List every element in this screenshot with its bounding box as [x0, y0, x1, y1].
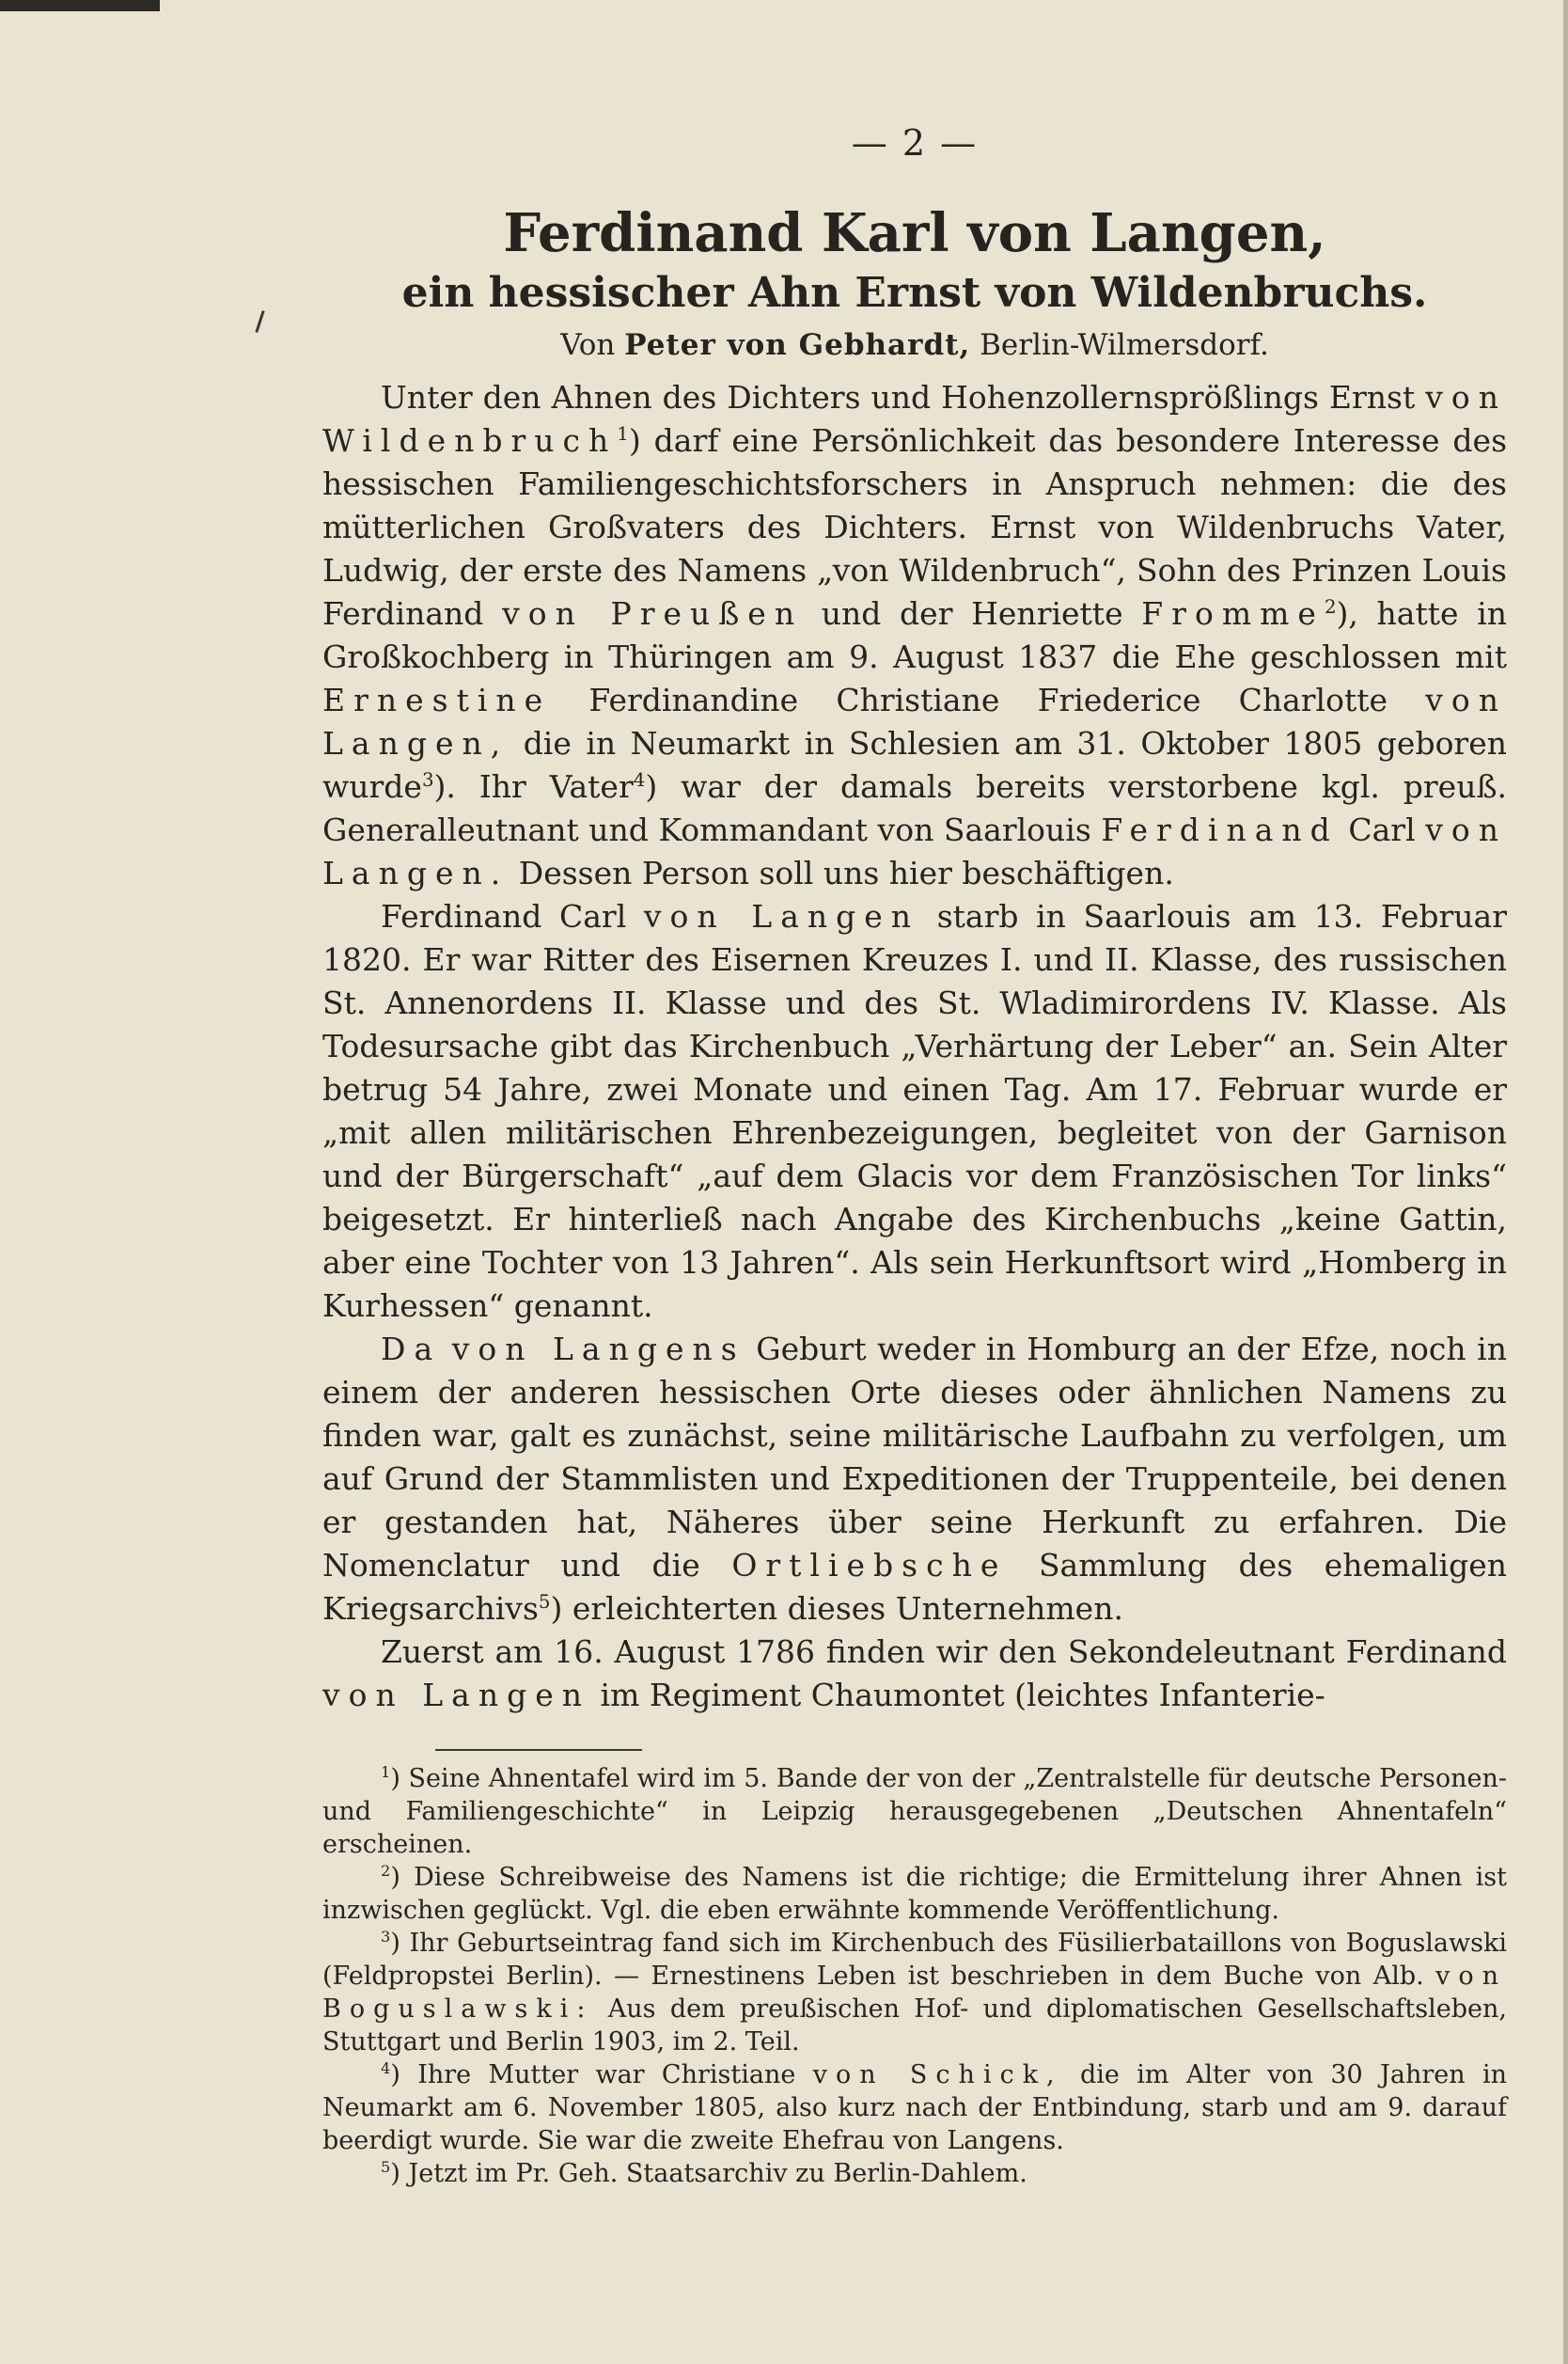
text-span: Dessen Person soll uns hier beschäftigen. — [518, 855, 1174, 891]
text-span: Ferdinand Carl — [381, 898, 627, 935]
footnote-text: ) Diese Schreibweise des Namens ist die richtige; die Ermittelung ihrer Ahnen ist inzwischen geglückt. Vgl. die eben erwähnte kommende Veröffentlichung. — [322, 1863, 1507, 1925]
footnote-mark: 2 — [381, 1862, 391, 1880]
footnote-text: ) Jetzt im Pr. Geh. Staatsarchiv zu Berlin-Dahlem. — [390, 2159, 1027, 2188]
paragraph-3 — [322, 1328, 1507, 1631]
text-span: Geburt weder in Homburg an der Efze, noch in einem der anderen hessischen Orte dieses oder ähnlichen Namens zu finden war, galt es zunächst, seine militärische Laufbahn zu verfolgen, um auf Grund der Stammlisten und Expeditionen der Truppenteile, bei denen er gestanden hat, Näheres über seine Herkunft zu erfahren. Die Nomenclatur und die — [322, 1331, 1507, 1584]
footnote-3 — [322, 1927, 1507, 2058]
footnote-mark: 5 — [381, 2158, 391, 2176]
footnote-4 — [322, 2058, 1507, 2157]
spaced-name: von Langen. — [322, 812, 1507, 891]
article-subtitle: ein hessischer Ahn Ernst von Wildenbruchs. — [401, 269, 1428, 317]
text-span: Ferdinandine Christiane Friederice Charlotte — [588, 682, 1388, 718]
scan-edge-top — [0, 0, 160, 11]
spaced-name: Ferdinand — [1101, 812, 1339, 848]
footnote-ref: 4 — [633, 769, 646, 791]
footnote-text: die im Alter von 30 Jahren in Neumarkt am 6. November 1805, also kurz nach der Entbindung, starb und am 9. darauf beerdigt wurde. Sie war die zweite Ehefrau von Langens. — [322, 2060, 1507, 2155]
footnote-text: ) Ihr Geburtseintrag fand sich im Kirchenbuch des Füsilierbataillons von Boguslawski (Feldpropstei Berlin). — Ernestinens Leben ist beschrieben in dem Buche von Alb. — [322, 1929, 1507, 1991]
footnote-1 — [322, 1762, 1507, 1861]
footnote-ref: 1 — [617, 423, 629, 445]
text-span: Zuerst am 16. August 1786 finden wir den Sekondeleutnant Ferdinand — [381, 1633, 1507, 1670]
spaced-name: von Wildenbruch — [322, 379, 1508, 459]
footnote-ref: 3 — [421, 769, 434, 791]
text-span: ) war der damals bereits verstorbene kgl. preuß. Generalleutnant und Kommandant von Saarlouis — [322, 768, 1507, 848]
text-span: die in Neumarkt in Schlesien am 31. Oktober 1805 geboren wurde — [322, 725, 1507, 805]
page-number: — 2 — — [851, 122, 979, 164]
footnote-mark: 4 — [381, 2059, 391, 2077]
footnote-mark: 1 — [381, 1763, 391, 1781]
text-span: und der Henriette — [821, 595, 1123, 632]
stray-pen-mark — [255, 310, 264, 333]
text-span: ). Ihr Vater — [433, 768, 634, 805]
paragraph-2 — [322, 895, 1507, 1328]
author-place: Berlin-Wilmersdorf. — [980, 328, 1269, 362]
footnote-ref: 2 — [1324, 596, 1337, 618]
text-span: ) erleichterten dieses Unternehmen. — [550, 1590, 1123, 1627]
article-title: Ferdinand Karl von Langen, — [503, 202, 1326, 264]
page-content — [322, 122, 1507, 2190]
spaced-name: von Boguslawski: — [322, 1962, 1508, 2024]
author-name: Peter von Gebhardt, — [624, 328, 971, 362]
text-span: ), hatte in Großkochberg in Thüringen am 9. August 1837 die Ehe geschlossen mit — [322, 595, 1508, 675]
paragraph-4 — [322, 1631, 1507, 1717]
article-body — [322, 376, 1507, 1717]
author-prefix: Von — [560, 328, 616, 362]
footnote-rule — [435, 1749, 642, 1751]
spaced-name: Ernestine — [322, 682, 552, 718]
spaced-name: von Langen — [322, 1677, 591, 1713]
spaced-name: von Langens — [451, 1331, 745, 1367]
footnote-5 — [322, 2157, 1507, 2190]
spaced-name: Fromme — [1141, 595, 1325, 632]
footnotes — [322, 1762, 1507, 2190]
footnote-text: ) Ihre Mutter war Christiane — [390, 2060, 796, 2089]
text-span: im Regiment Chaumontet (leichtes Infanterie- — [600, 1677, 1325, 1713]
author-line — [322, 322, 1507, 369]
paragraph-1 — [322, 376, 1507, 895]
footnote-2 — [322, 1861, 1507, 1927]
footnote-mark: 3 — [381, 1928, 391, 1946]
text-span: Sammlung des ehemaligen Kriegsarchivs — [322, 1547, 1507, 1627]
spaced-name: Da — [381, 1331, 442, 1367]
text-span: Carl — [1348, 812, 1416, 848]
text-span: starb in Saarlouis am 13. Februar 1820. Er war Ritter des Eisernen Kreuzes I. und II. Klasse, des russischen St. Annenordens II. Klasse und des St. Wladimirordens IV. Klasse. Als Todesursache gibt das Kirchenbuch „Verhärtung der Leber“ an. Sein Alter betrug 54 Jahre, zwei Monate und einen Tag. Am 17. Februar wurde er „mit allen militärischen Ehrenbezeigungen, begleitet von der Garnison und der Bürgerschaft“ „auf dem Glacis vor dem Französischen Tor links“ beigesetzt. Er hinterließ nach Angabe des Kirchenbuchs „keine Gattin, aber eine Tochter von 13 Jahren“. Als sein Herkunftsort wird „Homberg in Kurhessen“ genannt. — [322, 898, 1507, 1324]
footnote-text: Aus dem preußischen Hof- und diplomatischen Gesellschaftsleben, Stuttgart und Berlin 1903, im 2. Teil. — [322, 1994, 1507, 2057]
spaced-name: Ortliebsche — [731, 1547, 1008, 1584]
spaced-name: von Langen — [643, 898, 920, 935]
spaced-name: von Langen, — [322, 682, 1507, 762]
footnote-ref: 5 — [538, 1591, 551, 1613]
text-span: Unter den Ahnen des Dichters und Hohenzollernsprößlings Ernst — [381, 379, 1416, 416]
spaced-name: von Preußen — [502, 595, 804, 632]
spaced-name: von Schick, — [812, 2060, 1063, 2089]
text-span: ) darf eine Persönlichkeit das besondere Interesse des hessischen Familiengeschichtsforschers in Anspruch nehmen: die des mütterlichen Großvaters des Dichters. Ernst von Wildenbruchs Vater, Ludwig, der erste des Namens „von Wildenbruch“, Sohn des Prinzen Louis Ferdinand — [322, 422, 1507, 632]
footnote-text: ) Seine Ahnentafel wird im 5. Bande der von der „Zentralstelle für deutsche Personen- und Familiengeschichte“ in Leipzig herausgegebenen „Deutschen Ahnentafeln“ erscheinen. — [322, 1764, 1507, 1859]
scan-edge-right — [1563, 0, 1568, 2364]
